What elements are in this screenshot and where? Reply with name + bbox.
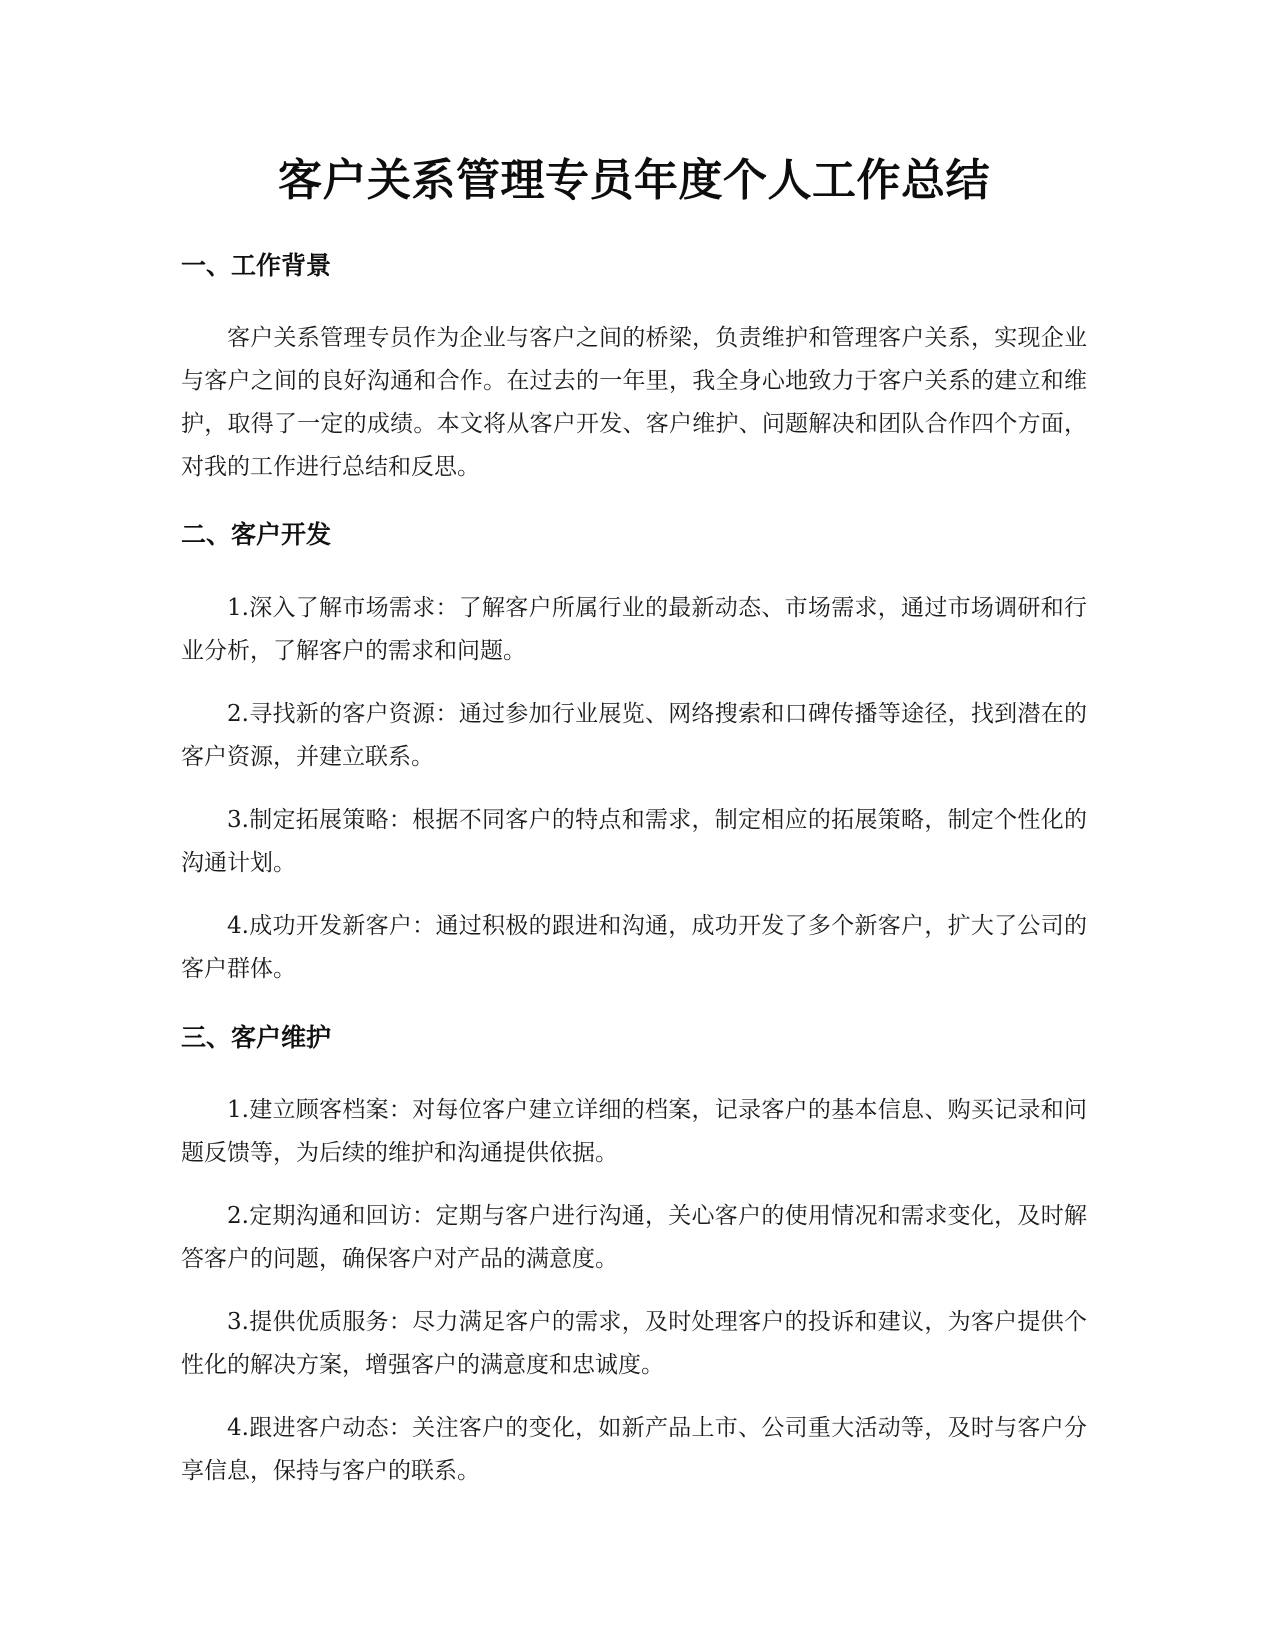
maintenance-item-2: 2.定期沟通和回访：定期与客户进行沟通，关心客户的使用情况和需求变化，及时解答客户的问题，确保客户对产品的满意度。	[181, 1203, 1087, 1272]
maintenance-item-4: 4.跟进客户动态：关注客户的变化，如新产品上市、公司重大活动等，及时与客户分享信息，保持与客户的联系。	[181, 1415, 1087, 1484]
document-page	[181, 0, 1087, 1493]
development-item-1: 1.深入了解市场需求：了解客户所属行业的最新动态、市场需求，通过市场调研和行业分析，了解客户的需求和问题。	[181, 595, 1087, 664]
document-title: 客户关系管理专员年度个人工作总结	[278, 155, 990, 206]
section-heading-customer-development: 二、客户开发	[181, 520, 332, 549]
background-paragraph: 客户关系管理专员作为企业与客户之间的桥梁，负责维护和管理客户关系，实现企业与客户之间的良好沟通和合作。在过去的一年里，我全身心地致力于客户关系的建立和维护，取得了一定的成绩。本文将从客户开发、客户维护、问题解决和团队合作四个方面，对我的工作进行总结和反思。	[181, 325, 1087, 480]
development-item-4: 4.成功开发新客户：通过积极的跟进和沟通，成功开发了多个新客户，扩大了公司的客户群体。	[181, 913, 1087, 982]
development-item-3: 3.制定拓展策略：根据不同客户的特点和需求，制定相应的拓展策略，制定个性化的沟通计划。	[181, 807, 1087, 876]
maintenance-item-1: 1.建立顾客档案：对每位客户建立详细的档案，记录客户的基本信息、购买记录和问题反馈等，为后续的维护和沟通提供依据。	[181, 1097, 1087, 1166]
maintenance-item-3: 3.提供优质服务：尽力满足客户的需求，及时处理客户的投诉和建议，为客户提供个性化的解决方案，增强客户的满意度和忠诚度。	[181, 1309, 1087, 1378]
development-item-2: 2.寻找新的客户资源：通过参加行业展览、网络搜索和口碑传播等途径，找到潜在的客户资源，并建立联系。	[181, 701, 1087, 770]
section-heading-customer-maintenance: 三、客户维护	[181, 1023, 332, 1052]
section-heading-background: 一、工作背景	[181, 251, 332, 280]
